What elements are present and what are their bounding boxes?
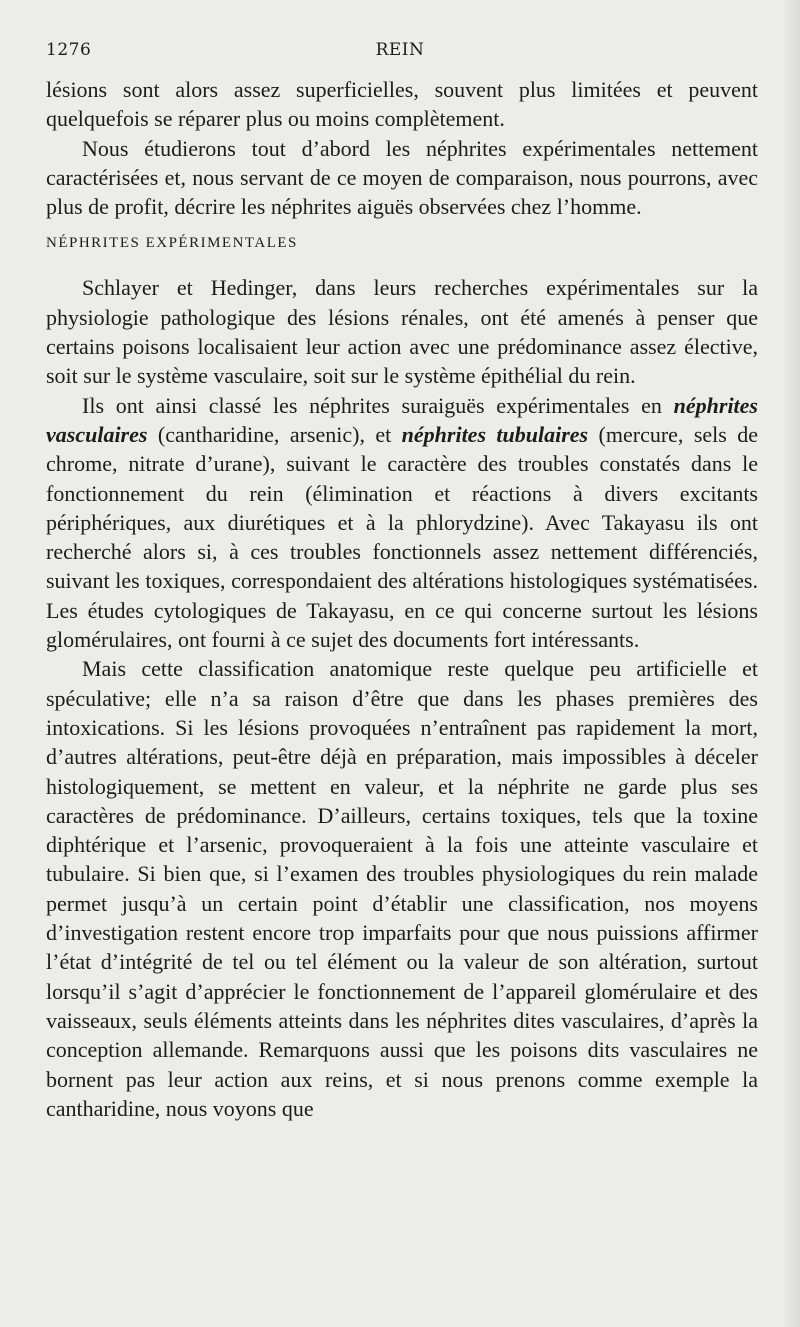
section-heading: NÉPHRITES EXPÉRIMENTALES: [46, 235, 298, 252]
page-number: 1276: [46, 40, 92, 60]
running-title: REIN: [375, 40, 425, 60]
emphasized-term: néphrites tubulaires: [401, 421, 589, 447]
emphasized-term: néphrites vasculaires: [46, 392, 758, 447]
paragraph: Schlayer et Hedinger, dans leurs recherches expérimentales sur la physiologie pathologique des lésions rénales, ont été amenés à penser que certains poisons localisaient leur action avec une prédominance assez élective, soit sur le système vasculaire, soit sur le système épithélial du rein.: [46, 275, 758, 389]
paragraph-text: (mercure, sels de chrome, nitrate d’urane), suivant le caractère des troubles constatés dans le fonctionnement du rein (élimination et réactions à divers excitants périphériques, aux diurétiques et à la phlorydzine). Avec Takayasu ils ont recherché alors si, à ces troubles fonctionnels assez nettement différenciés, suivant les toxiques, correspondaient des altérations histologiques systématisées. Les études cytologiques de Takayasu, en ce qui concerne surtout les lésions glomérulaires, ont fourni à ce sujet des documents fort intéressants.: [46, 421, 759, 653]
paragraph: Mais cette classification anatomique reste quelque peu artificielle et spéculative; elle n’a sa raison d’être que dans les phases premières des intoxications. Si les lésions provoquées n’entraînent pas rapidement la mort, d’autres altérations, peut-être déjà en préparation, mais impossibles à déceler histologiquement, se mettent en valeur, et la néphrite ne garde plus ses caractères de prédominance. D’ailleurs, certains toxiques, tels que la toxine diphtérique et l’arsenic, provoqueraient à la fois une atteinte vasculaire et tubulaire. Si bien que, si l’examen des troubles physiologiques du rein malade permet jusqu’à un certain point d’établir une classification, nos moyens d’investigation restent encore trop imparfaits pour que nous puissions affirmer l’état d’intégrité de tel ou tel élément ou la valeur de son altération, surtout lorsqu’il s’agit d’apprécier le fonctionnement de l’appareil glomérulaire et des vaisseaux, seuls éléments atteints dans les néphrites dites vasculaires, d’après la conception allemande. Remarquons aussi que les poisons dits vasculaires ne bornent pas leur action aux reins, et si nous prenons comme exemple la cantharidine, nous voyons que: [46, 656, 758, 1121]
paragraph-text: Ils ont ainsi classé les néphrites suraiguës expérimentales en: [82, 392, 674, 418]
paragraph: [46, 391, 758, 655]
paragraph-continued: lésions sont alors assez superficielles, souvent plus limitées et peuvent quelquefois se réparer plus ou moins complètement.: [46, 77, 758, 132]
paragraph-text: (cantharidine, arsenic), et: [147, 421, 402, 447]
running-head: [46, 40, 754, 64]
paragraph: Nous étudierons tout d’abord les néphrites expérimentales nettement caractérisées et, nous servant de ce moyen de comparaison, nous pourrons, avec plus de profit, décrire les néphrites aiguës observées chez l’homme.: [46, 135, 758, 220]
body-text: [46, 75, 758, 1123]
